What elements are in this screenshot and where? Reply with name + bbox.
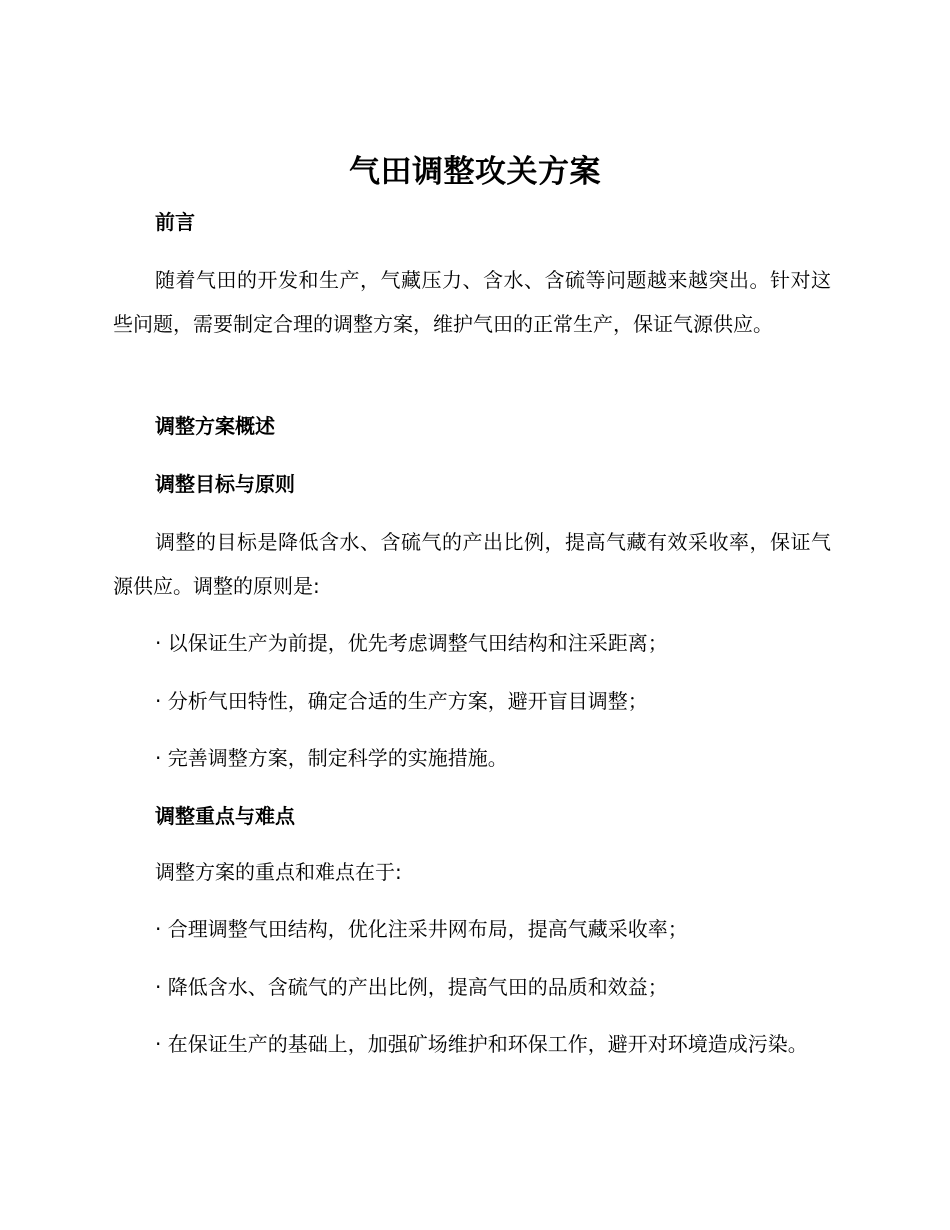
page-title: 气田调整攻关方案 [349, 154, 601, 190]
principle-item: · 完善调整方案，制定科学的实施措施。 [155, 746, 508, 770]
preface-heading: 前言 [155, 210, 195, 234]
principle-item: · 分析气田特性，确定合适的生产方案，避开盲目调整； [155, 689, 648, 713]
keypoint-item: · 合理调整气田结构，优化注采井网布局，提高气藏采收率； [155, 917, 688, 941]
principle-item: · 以保证生产为前提，优先考虑调整气田结构和注采距离； [155, 631, 668, 655]
keypoint-item: · 在保证生产的基础上，加强矿场维护和环保工作，避开对环境造成污染。 [155, 1032, 808, 1056]
keypoint-item: · 降低含水、含硫气的产出比例，提高气田的品质和效益； [155, 975, 668, 999]
preface-paragraph: 随着气田的开发和生产，气藏压力、含水、含硫等问题越来越突出。针对这些问题，需要制定合理的调整方案，维护气田的正常生产，保证气源供应。 [113, 268, 831, 336]
keypoints-paragraph: 调整方案的重点和难点在于: [155, 860, 402, 884]
overview-heading: 调整方案概述 [155, 414, 275, 438]
keypoints-heading: 调整重点与难点 [155, 804, 295, 828]
goals-paragraph: 调整的目标是降低含水、含硫气的产出比例，提高气藏有效采收率，保证气源供应。调整的原则是: [113, 530, 831, 598]
goals-heading: 调整目标与原则 [155, 472, 295, 496]
